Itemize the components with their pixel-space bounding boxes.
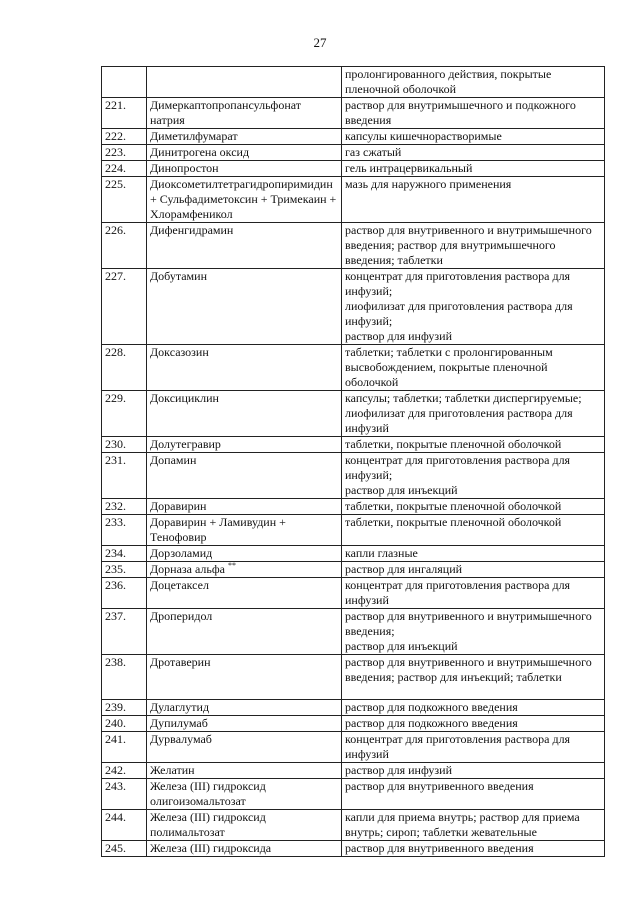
dosage-form: раствор для ингаляций bbox=[342, 562, 605, 578]
table-body bbox=[102, 67, 605, 857]
dosage-form: капли глазные bbox=[342, 546, 605, 562]
dosage-form: концентрат для приготовления раствора для инфузий bbox=[342, 578, 605, 609]
dosage-form: мазь для наружного применения bbox=[342, 177, 605, 223]
dosage-form: концентрат для приготовления раствора для инфузий bbox=[342, 732, 605, 763]
table-row bbox=[102, 129, 605, 145]
table-row bbox=[102, 437, 605, 453]
drug-name bbox=[147, 655, 342, 700]
drug-name-text: Доравирин bbox=[150, 499, 207, 513]
row-number: 221. bbox=[102, 98, 147, 129]
table-row bbox=[102, 98, 605, 129]
table-row bbox=[102, 700, 605, 716]
dosage-form: таблетки, покрытые пленочной оболочкой bbox=[342, 515, 605, 546]
drug-name bbox=[147, 145, 342, 161]
row-number: 228. bbox=[102, 345, 147, 391]
dosage-form: капсулы; таблетки; таблетки диспергируемые; лиофилизат для приготовления раствора для инфузий bbox=[342, 391, 605, 437]
table-row bbox=[102, 161, 605, 177]
drug-name-text: Долутегравир bbox=[150, 437, 221, 451]
drug-name-text: Дротаверин bbox=[150, 655, 211, 669]
dosage-form: раствор для внутривенного введения bbox=[342, 841, 605, 857]
row-number: 225. bbox=[102, 177, 147, 223]
table-row bbox=[102, 732, 605, 763]
drug-name bbox=[147, 67, 342, 98]
drug-name bbox=[147, 177, 342, 223]
drug-table bbox=[101, 66, 605, 857]
drug-name bbox=[147, 161, 342, 177]
drug-name bbox=[147, 223, 342, 269]
dosage-form: раствор для инфузий bbox=[342, 763, 605, 779]
table-row bbox=[102, 562, 605, 578]
table-row bbox=[102, 345, 605, 391]
drug-name-text: Димеркаптопропансульфонат натрия bbox=[150, 98, 302, 127]
row-number: 240. bbox=[102, 716, 147, 732]
dosage-form: таблетки; таблетки с пролонгированным высвобождением, покрытые пленочной оболочкой bbox=[342, 345, 605, 391]
table-row bbox=[102, 515, 605, 546]
dosage-form: раствор для внутривенного и внутримышечного введения; раствор для внутримышечного введения; таблетки bbox=[342, 223, 605, 269]
dosage-form: пролонгированного действия, покрытые пленочной оболочкой bbox=[342, 67, 605, 98]
drug-name bbox=[147, 810, 342, 841]
row-number: 231. bbox=[102, 453, 147, 499]
row-number: 235. bbox=[102, 562, 147, 578]
drug-name bbox=[147, 515, 342, 546]
dosage-form: концентрат для приготовления раствора для инфузий; раствор для инъекций bbox=[342, 453, 605, 499]
drug-name bbox=[147, 345, 342, 391]
row-number: 227. bbox=[102, 269, 147, 345]
drug-name-text: Диоксометилтетрагидропиримидин + Сульфадиметоксин + Тримекаин + Хлорамфеникол bbox=[150, 177, 337, 221]
row-number: 242. bbox=[102, 763, 147, 779]
table-row bbox=[102, 67, 605, 98]
drug-name-footnote-mark: ** bbox=[228, 561, 236, 570]
dosage-form: раствор для внутривенного и внутримышечного введения; раствор для инъекций bbox=[342, 609, 605, 655]
row-number: 236. bbox=[102, 578, 147, 609]
row-number: 238. bbox=[102, 655, 147, 700]
dosage-form: раствор для подкожного введения bbox=[342, 716, 605, 732]
row-number: 239. bbox=[102, 700, 147, 716]
dosage-form: капсулы кишечнорастворимые bbox=[342, 129, 605, 145]
row-number: 223. bbox=[102, 145, 147, 161]
dosage-form: концентрат для приготовления раствора для инфузий; лиофилизат для приготовления раствора для инфузий; раствор для инфузий bbox=[342, 269, 605, 345]
drug-name-text: Дорназа альфа bbox=[150, 562, 225, 576]
table-row bbox=[102, 655, 605, 700]
row-number bbox=[102, 67, 147, 98]
dosage-form: таблетки, покрытые пленочной оболочкой bbox=[342, 437, 605, 453]
row-number: 224. bbox=[102, 161, 147, 177]
row-number: 244. bbox=[102, 810, 147, 841]
drug-name bbox=[147, 129, 342, 145]
drug-name bbox=[147, 763, 342, 779]
drug-name bbox=[147, 269, 342, 345]
drug-name bbox=[147, 437, 342, 453]
row-number: 229. bbox=[102, 391, 147, 437]
table-row bbox=[102, 546, 605, 562]
drug-name-text: Добутамин bbox=[150, 269, 207, 283]
drug-name-text: Железа (III) гидроксид олигоизомальтозат bbox=[150, 779, 266, 808]
page-number: 27 bbox=[313, 35, 327, 50]
row-number: 233. bbox=[102, 515, 147, 546]
drug-name bbox=[147, 546, 342, 562]
row-number: 234. bbox=[102, 546, 147, 562]
drug-name bbox=[147, 499, 342, 515]
drug-name-text: Железа (III) гидроксида bbox=[150, 841, 272, 855]
drug-name bbox=[147, 578, 342, 609]
drug-name-text: Дупилумаб bbox=[150, 716, 208, 730]
table-row bbox=[102, 269, 605, 345]
table-row bbox=[102, 453, 605, 499]
row-number: 243. bbox=[102, 779, 147, 810]
drug-name bbox=[147, 732, 342, 763]
drug-name bbox=[147, 98, 342, 129]
table-row bbox=[102, 841, 605, 857]
drug-name bbox=[147, 453, 342, 499]
row-number: 237. bbox=[102, 609, 147, 655]
drug-name-text: Доксазозин bbox=[150, 345, 209, 359]
table-row bbox=[102, 763, 605, 779]
drug-name bbox=[147, 609, 342, 655]
dosage-form: таблетки, покрытые пленочной оболочкой bbox=[342, 499, 605, 515]
drug-name-text: Железа (III) гидроксид полимальтозат bbox=[150, 810, 266, 839]
table-row bbox=[102, 609, 605, 655]
row-number: 241. bbox=[102, 732, 147, 763]
drug-name-text: Дулаглутид bbox=[150, 700, 210, 714]
drug-name-text: Допамин bbox=[150, 453, 197, 467]
dosage-form: раствор для внутривенного и внутримышечного введения; раствор для инъекций; таблетки bbox=[342, 655, 605, 700]
dosage-form: раствор для подкожного введения bbox=[342, 700, 605, 716]
table-row bbox=[102, 223, 605, 269]
dosage-form: гель интрацервикальный bbox=[342, 161, 605, 177]
table-row bbox=[102, 810, 605, 841]
drug-name-text: Доравирин + Ламивудин + Тенофовир bbox=[150, 515, 286, 544]
table-row bbox=[102, 716, 605, 732]
drug-name-text: Динопростон bbox=[150, 161, 219, 175]
drug-name-text: Дорзоламид bbox=[150, 546, 213, 560]
drug-name-text: Диметилфумарат bbox=[150, 129, 238, 143]
drug-name-text: Желатин bbox=[150, 763, 195, 777]
row-number: 222. bbox=[102, 129, 147, 145]
dosage-form: газ сжатый bbox=[342, 145, 605, 161]
drug-name-text: Дурвалумаб bbox=[150, 732, 212, 746]
table-row bbox=[102, 779, 605, 810]
drug-name bbox=[147, 779, 342, 810]
table-row bbox=[102, 145, 605, 161]
dosage-form: раствор для внутримышечного и подкожного введения bbox=[342, 98, 605, 129]
drug-name bbox=[147, 700, 342, 716]
row-number: 230. bbox=[102, 437, 147, 453]
drug-name-text: Доцетаксел bbox=[150, 578, 209, 592]
drug-name bbox=[147, 391, 342, 437]
drug-name-text: Доксициклин bbox=[150, 391, 219, 405]
dosage-form: раствор для внутривенного введения bbox=[342, 779, 605, 810]
drug-name bbox=[147, 562, 342, 578]
dosage-form: капли для приема внутрь; раствор для приема внутрь; сироп; таблетки жевательные bbox=[342, 810, 605, 841]
table-row bbox=[102, 177, 605, 223]
row-number: 245. bbox=[102, 841, 147, 857]
table-row bbox=[102, 578, 605, 609]
table-row bbox=[102, 391, 605, 437]
drug-name-text: Дифенгидрамин bbox=[150, 223, 234, 237]
row-number: 232. bbox=[102, 499, 147, 515]
drug-name bbox=[147, 716, 342, 732]
table-row bbox=[102, 499, 605, 515]
row-number: 226. bbox=[102, 223, 147, 269]
drug-name bbox=[147, 841, 342, 857]
drug-name-text: Дроперидол bbox=[150, 609, 213, 623]
drug-name-text: Динитрогена оксид bbox=[150, 145, 250, 159]
